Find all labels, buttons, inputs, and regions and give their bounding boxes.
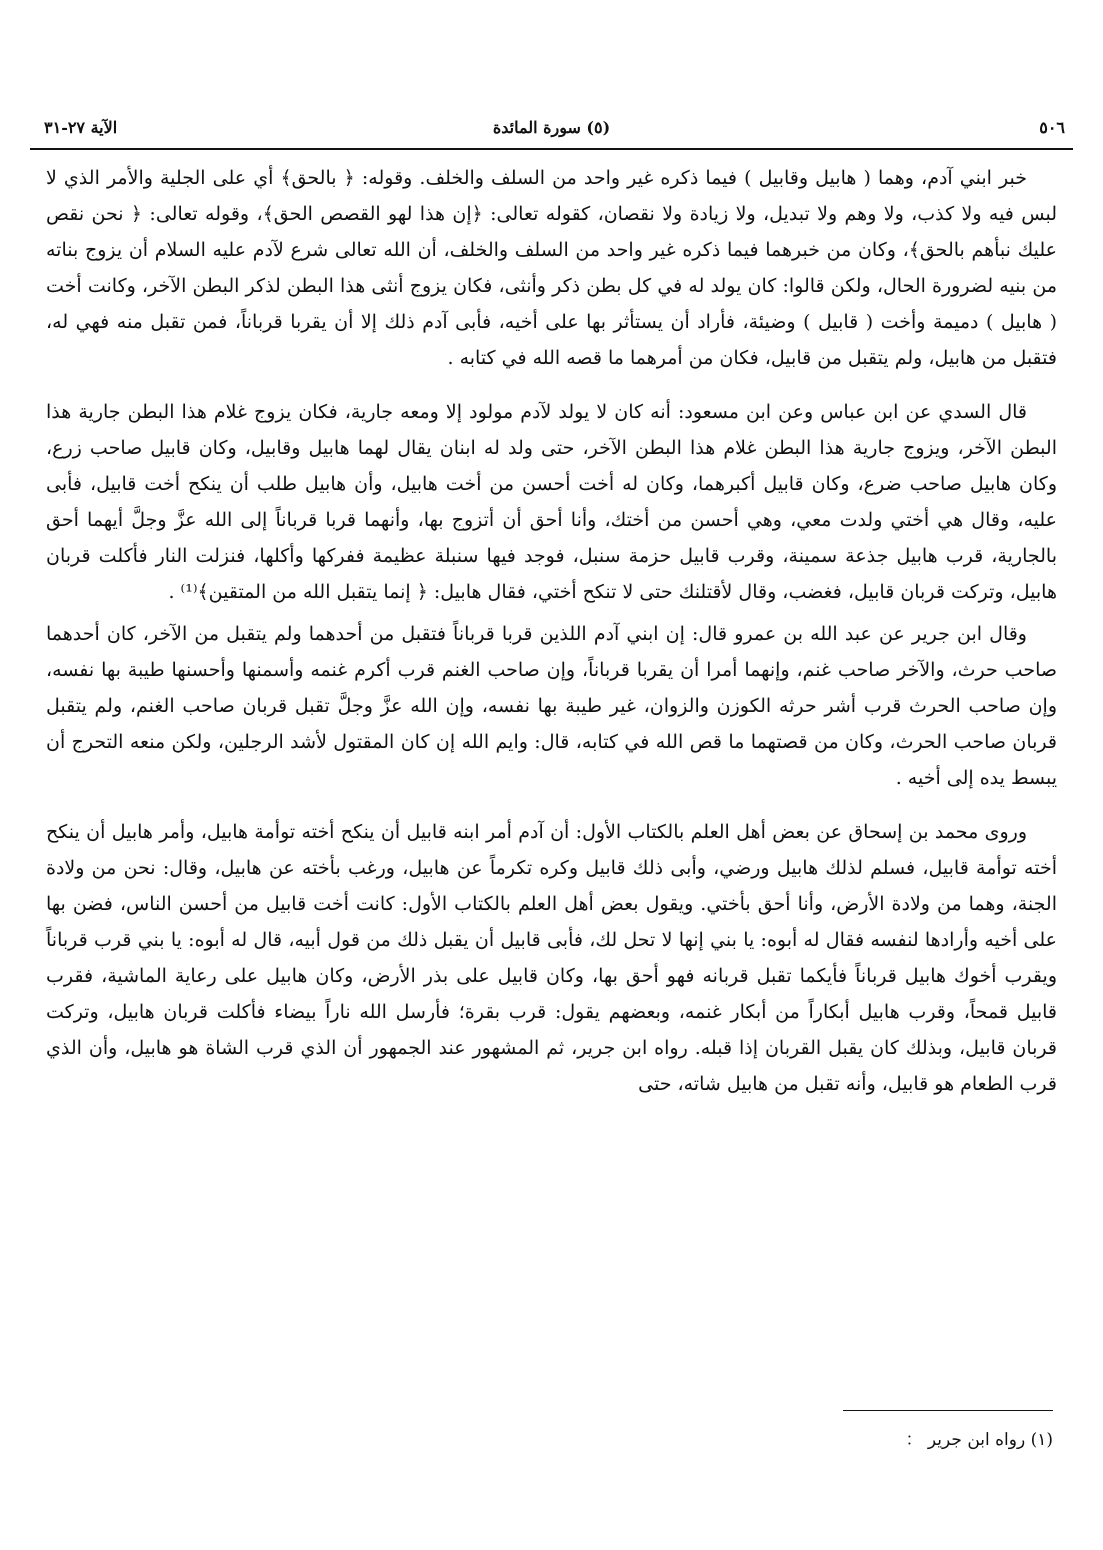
ayah-range: الآية ٢٧-٣١ [44, 118, 118, 137]
header-rule [30, 148, 1073, 150]
surah-title: (٥) سورة المائدة [492, 118, 611, 137]
page-number: ٥٠٦ [1039, 118, 1065, 137]
footnote-rule [843, 1410, 1053, 1411]
main-text [46, 160, 1057, 1120]
page-header [30, 114, 1073, 144]
paragraph-1: خبر ابني آدم، وهما ( هابيل وقابيل ) فيما ذكره غير واحد من السلف والخلف. وقوله: ﴿ بالحق﴾ أي على الجلية والأمر الذي لا لبس فيه ولا كذب، ولا وهم ولا تبديل، ولا زيادة ولا نقصان، كقوله تعالى: ﴿إن هذا لهو القصص الحق﴾، وقوله تعالى: ﴿ نحن نقص عليك نبأهم بالحق﴾، وكان من خبرهما فيما ذكره غير واحد من السلف والخلف، أن الله تعالى شرع لآدم عليه السلام أن يزوج بناته من بنيه لضرورة الحال، ولكن قالوا: كان يولد له في كل بطن ذكر وأنثى، فكان يزوج أنثى هذا البطن لذكر البطن الآخر، وكانت أخت ( هابيل ) دميمة وأخت ( قابيل ) وضيئة، فأراد أن يستأثر بها على أخيه، فأبى آدم ذلك إلا أن يقربا قرباناً، فمن تقبل منه فهي له، فتقبل من هابيل، ولم يتقبل من قابيل، فكان من أمرهما ما قصه الله في كتابه . [46, 167, 1057, 369]
paragraph-4: وروى محمد بن إسحاق عن بعض أهل العلم بالكتاب الأول: أن آدم أمر ابنه قابيل أن ينكح أخته توأمة هابيل، وأمر هابيل أن ينكح أخته توأمة قابيل، فسلم لذلك هابيل ورضي، وأبى ذلك قابيل وكره تكرماً عن هابيل، ورغب بأخته عن هابيل، وقال: نحن من ولادة الجنة، وهما من ولادة الأرض، وأنا أحق بأختي. ويقول بعض أهل العلم بالكتاب الأول: كانت أخت قابيل من أحسن الناس، فضن بها على أخيه وأرادها لنفسه فقال له أبوه: يا بني إنها لا تحل لك، فأبى قابيل أن يقبل ذلك من قول أبيه، قال له أبوه: يا بني قرب قرباناً ويقرب أخوك هابيل قرباناً فأيكما تقبل قربانه فهو أحق بها، وكان قابيل على بذر الأرض، وكان هابيل على رعاية الماشية، فقرب قابيل قمحاً، وقرب هابيل أبكاراً من أبكار غنمه، وبعضهم يقول: قرب بقرة؛ فأرسل الله ناراً بيضاء فأكلت قربان هابيل، وتركت قربان قابيل، وبذلك كان يقبل القربان إذا قبله. رواه ابن جرير، ثم المشهور عند الجمهور أن الذي قرب الشاة هو هابيل، وأن الذي قرب الطعام هو قابيل، وأنه تقبل من هابيل شاته، حتى [46, 821, 1057, 1095]
paragraph-2: قال السدي عن ابن عباس وعن ابن مسعود: أنه كان لا يولد لآدم مولود إلا ومعه جارية، فكان يزوج غلام هذا البطن جارية هذا البطن الآخر، ويزوج جارية هذا البطن غلام هذا البطن الآخر، حتى ولد له ابنان يقال لهما هابيل وقابيل، وكان قابيل صاحب زرع، وكان هابيل صاحب ضرع، وكان قابيل أكبرهما، وكان له أخت أحسن من أخت هابيل، وأن هابيل طلب أن ينكح أخت قابيل، فأبى عليه، وقال هي أختي ولدت معي، وهي أحسن من أختك، وأنا أحق أن أتزوج بها، وأنهما قربا قرباناً إلى الله عزَّ وجلَّ أيهما أحق بالجارية، قرب هابيل جذعة سمينة، وقرب قابيل حزمة سنبل، فوجد فيها سنبلة عظيمة ففركها وأكلها، فنزلت النار فأكلت قربان هابيل، وتركت قربان قابيل، فغضب، وقال لأقتلنك حتى لا تنكح أختي، فقال هابيل: ﴿ إنما يتقبل الله من المتقين﴾⁽¹⁾ . [46, 401, 1057, 603]
paragraph-3: وقال ابن جرير عن عبد الله بن عمرو قال: إن ابني آدم اللذين قربا قرباناً فتقبل من أحدهما ولم يتقبل من الآخر، كان أحدهما صاحب حرث، والآخر صاحب غنم، وإنهما أمرا أن يقربا قرباناً، وإن صاحب الغنم قرب أكرم غنمه وأسمنها وأحسنها طيبة بها نفسه، وإن صاحب الحرث قرب أشر حرثه الكوزن والزوان، غير طيبة بها نفسه، وإن الله عزَّ وجلَّ تقبل قربان صاحب الغنم، ولم يتقبل قربان صاحب الحرث، وكان من قصتهما ما قص الله في كتابه، قال: وايم الله إن كان المقتول لأشد الرجلين، ولكن منعه التحرج أن يبسط يده إلى أخيه . [46, 623, 1058, 789]
footnote: (١) رواه ابن جرير ： [905, 1430, 1053, 1450]
